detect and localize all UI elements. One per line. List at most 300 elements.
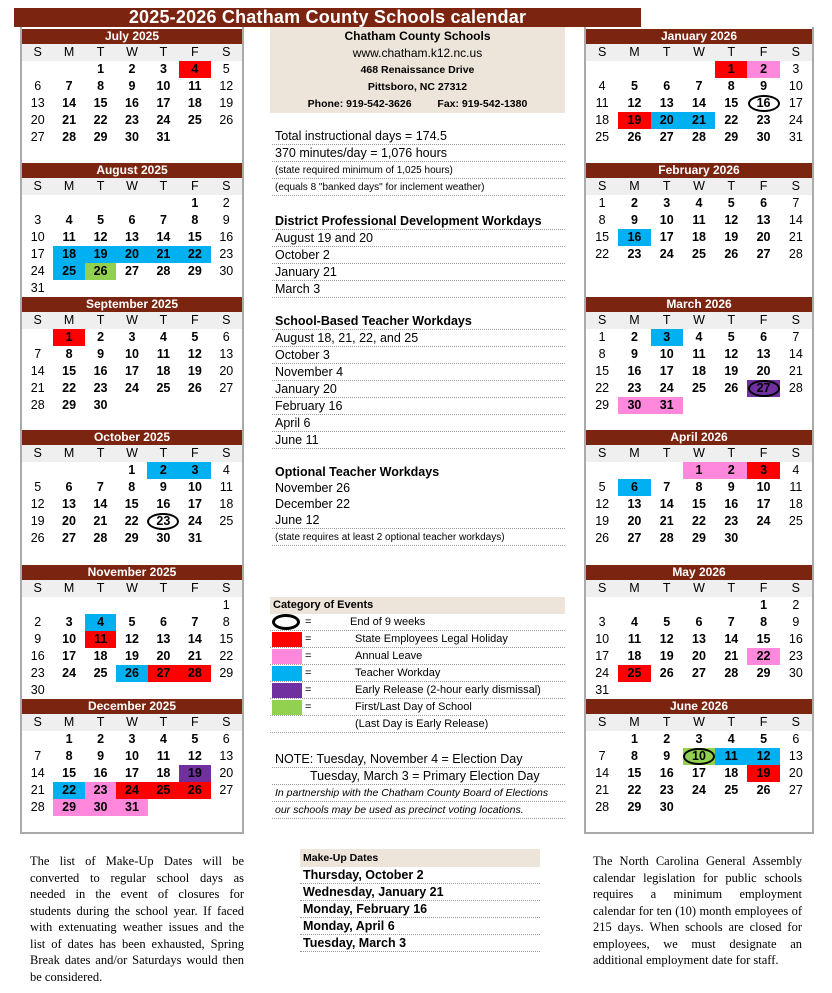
weekday-label: F [759,581,768,595]
day-number: 29 [595,398,610,412]
day-number: 11 [188,79,202,93]
month-nov-2025 [22,565,242,699]
day-number: 7 [159,213,167,227]
day-cell [780,380,812,397]
day-cell [715,614,747,631]
weekday-label: T [96,313,105,327]
day-number: 5 [598,480,606,494]
day-cell [148,731,179,748]
day-cell [780,597,812,614]
day-cell [780,462,812,479]
day-cell [651,479,683,496]
day-cell [651,665,683,682]
day-number: 4 [695,196,703,210]
optional-date: November 26 [275,481,351,495]
day-number: 25 [156,783,171,797]
legend-label: First/Last Day of School [355,701,472,713]
day-number: 15 [187,230,202,244]
weekday-label: F [759,715,768,729]
weekday-label: M [629,313,640,327]
day-cell [651,799,683,816]
day-cell [651,496,683,513]
day-number: 12 [125,632,139,646]
day-cell [586,229,618,246]
day-cell [53,631,84,648]
day-cell [651,195,683,212]
day-cell [683,782,715,799]
day-cell [179,648,210,665]
weekday-label: W [126,715,138,729]
day-cell [53,246,84,263]
day-number: 5 [191,732,199,746]
legend-equals: = [305,616,312,628]
day-cell [651,631,683,648]
day-number: 7 [191,615,199,629]
weekday-label: F [759,179,768,193]
weekday-label: T [159,179,168,193]
empty-cell [586,462,618,479]
day-number: 25 [788,514,803,528]
day-number: 27 [692,666,706,680]
day-number: 13 [156,632,171,646]
day-cell [618,496,650,513]
day-number: 10 [659,347,674,361]
day-number: 5 [97,213,105,227]
legend-label: Teacher Workday [355,667,441,679]
day-number: 15 [692,497,706,511]
day-number: 15 [756,632,771,646]
day-cell [747,112,779,129]
day-number: 2 [760,62,768,76]
day-number: 18 [595,113,610,127]
day-number: 4 [159,732,167,746]
day-cell [148,363,179,380]
day-number: 13 [659,96,674,110]
day-cell [85,246,116,263]
day-number: 31 [788,130,803,144]
day-number: 12 [627,96,642,110]
day-cell [747,765,779,782]
day-cell [715,631,747,648]
day-cell [586,496,618,513]
day-number: 13 [30,96,45,110]
district-fax: Fax: 919-542-1380 [437,98,528,110]
day-cell [683,112,715,129]
day-number: 20 [62,514,76,528]
day-cell [651,112,683,129]
day-number: 1 [727,62,735,76]
day-cell [715,129,747,146]
legend-label: (Last Day is Early Release) [355,718,489,730]
day-number: 28 [62,130,77,144]
day-cell [211,496,242,513]
day-cell [179,95,210,112]
day-number: 21 [62,113,77,127]
legend-label: End of 9 weeks [350,616,426,628]
day-cell [85,496,116,513]
day-cell [780,212,812,229]
day-cell [148,329,179,346]
day-cell [715,61,747,78]
day-grid [586,462,812,547]
day-cell [780,229,812,246]
day-cell [586,212,618,229]
day-cell [715,212,747,229]
day-cell [715,530,747,547]
day-number: 8 [598,213,606,227]
day-number: 12 [724,213,739,227]
day-number: 10 [125,749,139,763]
day-cell [586,665,618,682]
day-number: 8 [727,79,735,93]
day-number: 28 [788,247,803,261]
day-number: 24 [659,247,674,261]
weekday-label: T [96,715,105,729]
day-cell [85,112,116,129]
day-number: 26 [219,113,234,127]
weekday-label: S [222,446,231,460]
weekday-label: W [693,715,705,729]
weekday-label: S [597,313,607,327]
day-cell [179,530,210,547]
day-number: 20 [659,113,674,127]
day-cell [22,479,53,496]
day-number: 25 [219,514,234,528]
day-cell [618,95,650,112]
empty-cell [618,462,650,479]
day-cell [780,246,812,263]
district-pd-date: October 2 [272,247,565,264]
day-number: 3 [128,732,136,746]
day-cell [22,530,53,547]
day-number: 30 [93,398,108,412]
makeup-date: Monday, April 6 [300,918,540,935]
day-number: 11 [62,230,76,244]
day-cell [179,346,210,363]
month-header: November 2025 [22,565,242,580]
day-number: 14 [788,213,803,227]
day-number: 12 [595,497,610,511]
day-number: 4 [598,79,606,93]
empty-cell [22,329,53,346]
day-cell [715,112,747,129]
day-number: 25 [595,130,610,144]
day-cell [618,513,650,530]
day-number: 26 [724,381,739,395]
day-cell [116,631,147,648]
day-number: 26 [627,130,642,144]
weekday-label: M [629,715,640,729]
day-cell [211,665,242,682]
day-cell [747,380,779,397]
day-number: 9 [222,213,230,227]
day-number: 16 [219,230,234,244]
weekday-label: T [159,446,168,460]
weekday-label: M [629,179,640,193]
day-number: 29 [93,130,108,144]
day-cell [618,363,650,380]
empty-cell [116,597,147,614]
day-grid [22,61,242,146]
day-cell [715,78,747,95]
day-cell [211,246,242,263]
day-cell [179,479,210,496]
day-number: 23 [627,381,642,395]
weekday-label: T [159,581,168,595]
day-cell [651,78,683,95]
day-cell [747,614,779,631]
day-number: 5 [191,330,199,344]
day-cell [22,380,53,397]
month-aug-2025 [22,163,242,297]
weekday-label: T [96,581,105,595]
day-number: 19 [187,766,202,780]
day-cell [780,346,812,363]
day-cell [22,631,53,648]
day-number: 6 [760,330,768,344]
day-number: 28 [156,264,171,278]
day-cell [586,129,618,146]
day-number: 29 [62,800,77,814]
day-number: 14 [156,230,171,244]
day-number: 30 [724,531,739,545]
empty-cell [651,597,683,614]
day-number: 6 [760,196,768,210]
day-number: 12 [93,230,108,244]
legend-label: State Employees Legal Holiday [355,633,508,645]
day-cell [715,496,747,513]
day-cell [147,479,179,496]
district-website[interactable]: www.chatham.k12.nc.us [352,46,483,60]
day-cell [780,614,812,631]
day-cell [148,380,179,397]
day-cell [715,748,747,765]
day-number: 11 [156,749,171,763]
makeup-date: Tuesday, March 3 [300,935,540,952]
day-number: 14 [595,766,610,780]
day-cell [747,782,779,799]
legend-item-teacher-workday [270,665,565,682]
day-cell [211,229,242,246]
day-number: 22 [187,247,202,261]
weekday-label: T [159,45,168,59]
day-cell [618,229,650,246]
day-number: 23 [219,247,234,261]
day-cell [22,799,53,816]
day-number: 31 [659,398,674,412]
day-number: 10 [62,632,77,646]
day-cell [211,346,242,363]
weekday-label: T [727,313,736,327]
day-number: 23 [724,514,739,528]
day-cell [22,782,53,799]
day-cell [116,95,147,112]
month-apr-2026 [586,430,812,547]
day-cell [22,129,53,146]
empty-cell [586,731,618,748]
day-cell [651,346,683,363]
day-number: 8 [760,615,768,629]
legend-item-annual-leave [270,648,565,665]
day-cell [116,212,147,229]
day-cell [683,129,715,146]
weekday-label: W [693,581,705,595]
day-number: 29 [756,666,771,680]
day-number: 12 [659,632,674,646]
day-number: 12 [187,749,202,763]
day-number: 20 [756,230,771,244]
day-number: 19 [724,230,739,244]
day-cell [211,782,242,799]
day-cell [715,329,747,346]
weekday-label: S [222,45,231,59]
day-number: 2 [792,598,800,612]
day-cell [651,530,683,547]
day-cell [586,799,618,816]
day-cell [586,346,618,363]
weekday-label: F [191,179,199,193]
weekday-label: T [727,45,736,59]
day-cell [116,479,147,496]
empty-cell [651,462,683,479]
day-number: 31 [188,531,202,545]
day-cell [683,731,715,748]
day-number: 25 [627,666,642,680]
day-number: 6 [34,79,42,93]
day-cell [148,95,179,112]
weekday-label: F [759,313,768,327]
day-number: 13 [125,230,139,244]
weekday-row [22,580,242,597]
legend-equals: = [305,650,312,662]
day-cell [747,513,779,530]
day-number: 2 [97,330,105,344]
day-number: 21 [93,514,108,528]
day-number: 21 [724,649,739,663]
optional-date: December 22 [275,497,351,511]
day-number: 7 [792,196,800,210]
weekday-row [586,714,812,731]
legend-equals: = [305,684,312,696]
month-may-2026 [586,565,812,699]
day-number: 24 [788,113,803,127]
day-number: 7 [598,749,606,763]
day-number: 7 [663,480,671,494]
day-number: 10 [595,632,610,646]
day-number: 20 [219,766,234,780]
day-cell [22,397,53,414]
day-cell [116,731,147,748]
day-cell [116,799,147,816]
day-number: 28 [187,666,202,680]
day-number: 17 [30,247,45,261]
day-number: 3 [760,463,768,477]
day-cell [53,263,84,280]
day-number: 25 [724,783,739,797]
day-cell [148,129,179,146]
day-number: 9 [34,632,42,646]
weekday-label: F [191,446,199,460]
weekday-label: M [63,179,75,193]
day-number: 23 [93,381,108,395]
day-number: 3 [65,615,73,629]
day-number: 8 [598,347,606,361]
day-number: 4 [222,463,230,477]
weekday-label: S [791,715,801,729]
day-cell [651,129,683,146]
day-cell [780,479,812,496]
day-number: 9 [128,79,136,93]
district-info-box [270,27,565,113]
day-number: 2 [222,196,230,210]
day-cell [780,513,812,530]
weekday-label: S [222,313,231,327]
day-cell [147,530,179,547]
day-number: 28 [595,800,610,814]
day-cell [618,631,650,648]
day-number: 12 [187,347,202,361]
day-number: 19 [595,514,610,528]
day-cell [586,748,618,765]
weekday-label: W [126,179,138,193]
day-number: 16 [748,95,780,112]
day-cell [53,614,84,631]
day-cell [53,129,84,146]
empty-cell [85,462,116,479]
day-cell [211,479,242,496]
day-number: 10 [683,748,715,765]
day-number: 20 [125,247,139,261]
weekday-label: M [63,581,75,595]
day-cell [116,380,147,397]
day-number: 5 [727,196,735,210]
day-cell [85,380,116,397]
day-number: 9 [97,347,105,361]
state-minimum: (state required minimum of 1,025 hours) [272,162,565,179]
day-cell [780,78,812,95]
weekday-label: M [629,446,640,460]
day-number: 6 [663,79,671,93]
month-oct-2025 [22,430,242,547]
day-number: 30 [627,398,642,412]
month-jan-2026 [586,29,812,146]
day-cell [651,95,683,112]
day-cell [85,799,116,816]
weekday-label: T [727,715,736,729]
day-cell [116,530,147,547]
day-cell [148,648,179,665]
day-grid [586,329,812,414]
day-number: 23 [627,247,642,261]
day-cell [116,61,147,78]
day-cell [179,229,210,246]
day-cell [211,731,242,748]
day-number: 26 [187,783,202,797]
day-number: 14 [62,96,77,110]
day-number: 7 [34,347,42,361]
day-number: 7 [727,615,735,629]
day-number: 21 [30,783,45,797]
day-cell [53,799,84,816]
day-cell [179,462,210,479]
day-number: 24 [62,666,77,680]
day-number: 10 [156,79,171,93]
day-number: 8 [695,480,703,494]
day-cell [715,479,747,496]
day-cell [683,479,715,496]
weekday-label: S [33,446,42,460]
day-number: 11 [692,347,706,361]
